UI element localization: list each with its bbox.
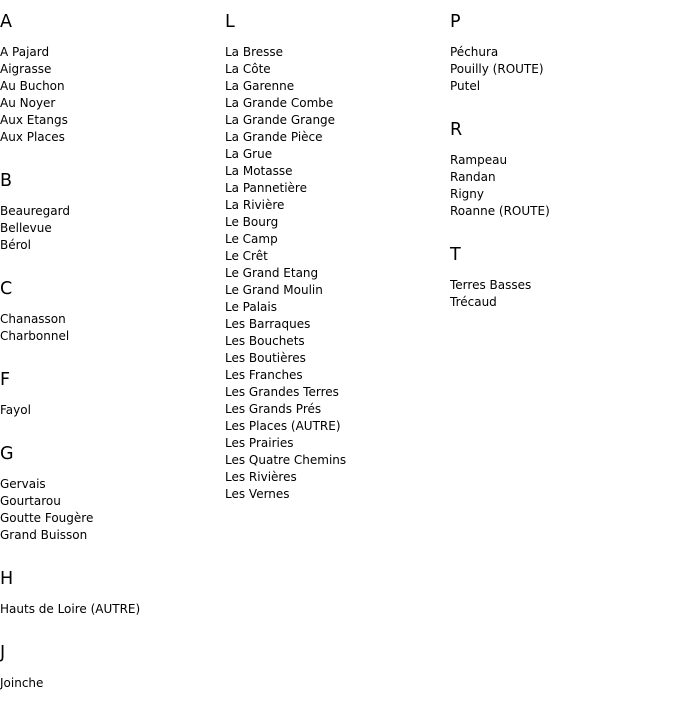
index-column-1 (0, 10, 215, 715)
entry-list (450, 44, 665, 95)
entry-list (0, 402, 215, 419)
letter-heading: R (450, 120, 463, 140)
entry-hauts-de-loire-autre[interactable]: Hauts de Loire (AUTRE) (0, 602, 141, 616)
entry-les-grands-pres[interactable]: Les Grands Prés (225, 402, 322, 416)
letter-group-j (0, 641, 215, 692)
letter-group-l (225, 10, 440, 503)
entry-la-grande-piece[interactable]: La Grande Pièce (225, 130, 323, 144)
letter-heading: P (450, 12, 461, 32)
entry-les-franches[interactable]: Les Franches (225, 368, 303, 382)
letter-heading: B (0, 171, 13, 191)
entry-le-bourg[interactable]: Le Bourg (225, 215, 279, 229)
entry-la-garenne[interactable]: La Garenne (225, 79, 295, 93)
entry-fayol[interactable]: Fayol (0, 403, 31, 417)
entry-pouilly-route[interactable]: Pouilly (ROUTE) (450, 62, 544, 76)
entry-goutte-fougere[interactable]: Goutte Fougère (0, 511, 94, 525)
entry-le-grand-moulin[interactable]: Le Grand Moulin (225, 283, 323, 297)
letter-group-h (0, 567, 215, 618)
entry-rigny[interactable]: Rigny (450, 187, 484, 201)
entry-la-grande-grange[interactable]: La Grande Grange (225, 113, 336, 127)
entry-list (0, 203, 215, 254)
entry-la-grue[interactable]: La Grue (225, 147, 273, 161)
letter-group-b (0, 169, 215, 254)
entry-trecaud[interactable]: Trécaud (450, 295, 497, 309)
letter-group-p (450, 10, 665, 95)
entry-les-prairies[interactable]: Les Prairies (225, 436, 294, 450)
letter-heading: H (0, 569, 14, 589)
entry-la-riviere[interactable]: La Rivière (225, 198, 285, 212)
entry-terres-basses[interactable]: Terres Basses (450, 278, 532, 292)
entry-a-pajard[interactable]: A Pajard (0, 45, 50, 59)
entry-aux-places[interactable]: Aux Places (0, 130, 65, 144)
letter-group-a (0, 10, 215, 146)
letter-group-f (0, 368, 215, 419)
entry-le-palais[interactable]: Le Palais (225, 300, 277, 314)
entry-la-motasse[interactable]: La Motasse (225, 164, 293, 178)
letter-heading: T (450, 245, 461, 265)
entry-gourtarou[interactable]: Gourtarou (0, 494, 61, 508)
entry-list (225, 44, 440, 503)
letter-heading: G (0, 444, 14, 464)
entry-les-places-autre[interactable]: Les Places (AUTRE) (225, 419, 341, 433)
entry-les-quatre-chemins[interactable]: Les Quatre Chemins (225, 453, 347, 467)
letter-heading: A (0, 12, 12, 32)
entry-bellevue[interactable]: Bellevue (0, 221, 52, 235)
entry-list (0, 44, 215, 146)
entry-putel[interactable]: Putel (450, 79, 481, 93)
entry-au-buchon[interactable]: Au Buchon (0, 79, 65, 93)
entry-les-boutieres[interactable]: Les Boutières (225, 351, 306, 365)
entry-les-rivieres[interactable]: Les Rivières (225, 470, 297, 484)
letter-group-t (450, 243, 665, 311)
entry-grand-buisson[interactable]: Grand Buisson (0, 528, 88, 542)
entry-rampeau[interactable]: Rampeau (450, 153, 508, 167)
entry-chanasson[interactable]: Chanasson (0, 312, 66, 326)
entry-roanne-route[interactable]: Roanne (ROUTE) (450, 204, 550, 218)
index-column-2 (225, 10, 440, 526)
entry-beauregard[interactable]: Beauregard (0, 204, 70, 218)
entry-aux-etangs[interactable]: Aux Etangs (0, 113, 68, 127)
entry-list (0, 601, 215, 618)
letter-heading: F (0, 370, 11, 390)
entry-randan[interactable]: Randan (450, 170, 496, 184)
entry-la-pannetiere[interactable]: La Pannetière (225, 181, 307, 195)
entry-la-grande-combe[interactable]: La Grande Combe (225, 96, 334, 110)
entry-les-bouchets[interactable]: Les Bouchets (225, 334, 305, 348)
letter-group-c (0, 277, 215, 345)
entry-les-barraques[interactable]: Les Barraques (225, 317, 311, 331)
letter-heading: C (0, 279, 13, 299)
entry-aigrasse[interactable]: Aigrasse (0, 62, 52, 76)
entry-list (0, 476, 215, 544)
entry-list (0, 675, 215, 692)
entry-le-camp[interactable]: Le Camp (225, 232, 278, 246)
entry-la-cote[interactable]: La Côte (225, 62, 271, 76)
entry-au-noyer[interactable]: Au Noyer (0, 96, 56, 110)
index-column-3 (450, 10, 665, 334)
entry-list (0, 311, 215, 345)
letter-group-r (450, 118, 665, 220)
entry-gervais[interactable]: Gervais (0, 477, 46, 491)
entry-pechura[interactable]: Péchura (450, 45, 499, 59)
entry-les-grandes-terres[interactable]: Les Grandes Terres (225, 385, 339, 399)
entry-list (450, 152, 665, 220)
letter-heading: L (225, 12, 235, 32)
entry-le-grand-etang[interactable]: Le Grand Etang (225, 266, 319, 280)
entry-berol[interactable]: Bérol (0, 238, 31, 252)
entry-la-bresse[interactable]: La Bresse (225, 45, 284, 59)
entry-joinche[interactable]: Joinche (0, 676, 44, 690)
entry-list (450, 277, 665, 311)
entry-le-cret[interactable]: Le Crêt (225, 249, 268, 263)
entry-charbonnel[interactable]: Charbonnel (0, 329, 70, 343)
entry-les-vernes[interactable]: Les Vernes (225, 487, 290, 501)
letter-group-g (0, 442, 215, 544)
letter-heading: J (0, 643, 6, 663)
